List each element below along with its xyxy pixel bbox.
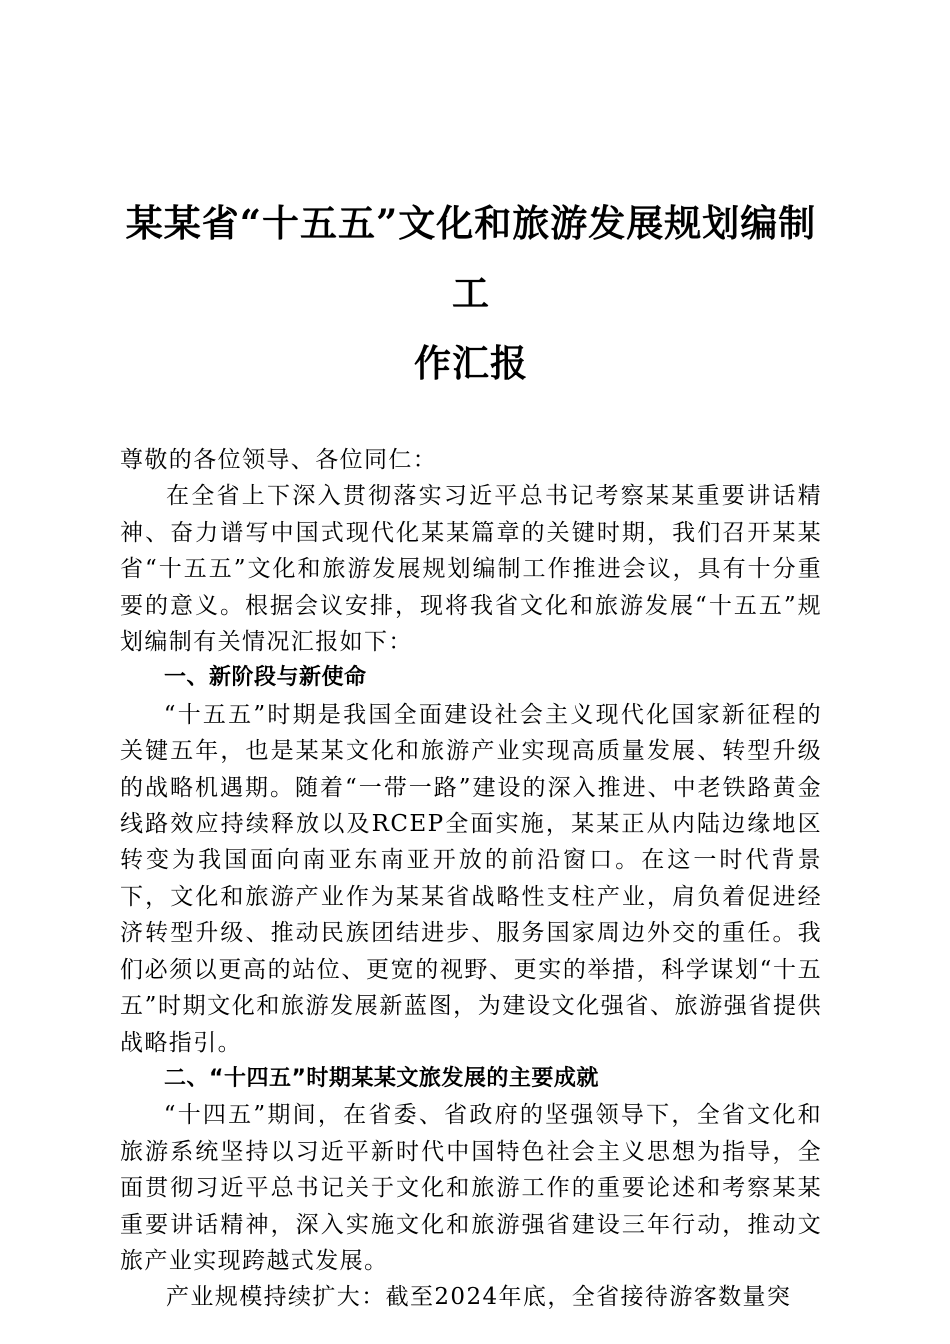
section-heading-2: 二、“十四五”时期某某文旅发展的主要成就 bbox=[164, 1065, 599, 1091]
section-2-paragraph-1: “十四五”期间，在省委、省政府的坚强领导下，全省文化和旅游系统坚持以习近平新时代中国特色社会主义思想为指导，全面贯彻习近平总书记关于文化和旅游工作的重要论述和考察某某重要讲话精神，深入实施文化和旅游强省建设三年行动，推动文旅产业实现跨越式发展。 bbox=[120, 1102, 822, 1274]
section-2-paragraph-2: 产业规模持续扩大：截至2024年底，全省接待游客数量突 bbox=[166, 1284, 792, 1311]
document-page bbox=[120, 188, 822, 1316]
title-line-2: 作汇报 bbox=[414, 341, 528, 385]
document-body bbox=[120, 442, 822, 1316]
section-1-paragraph: “十五五”时期是我国全面建设社会主义现代化国家新征程的关键五年，也是某某文化和旅游产业实现高质量发展、转型升级的战略机遇期。随着“一带一路”建设的深入推进、中老铁路黄金线路效应持续释放以及RCEP全面实施，某某正从内陆边缘地区转变为我国面向南亚东南亚开放的前沿窗口。在这一时代背景下，文化和旅游产业作为某某省战略性支柱产业，肩负着促进经济转型升级、推动民族团结进步、服务国家周边外交的重任。我们必须以更高的站位、更宽的视野、更实的举措，科学谋划“十五五”时期文化和旅游发展新蓝图，为建设文化强省、旅游强省提供战略指引。 bbox=[120, 701, 822, 1056]
salutation: 尊敬的各位领导、各位同仁： bbox=[120, 447, 438, 473]
section-heading-1: 一、新阶段与新使命 bbox=[164, 665, 367, 691]
document-title bbox=[120, 188, 822, 398]
intro-paragraph: 在全省上下深入贯彻落实习近平总书记考察某某重要讲话精神、奋力谱写中国式现代化某某篇章的关键时期，我们召开某某省“十五五”文化和旅游发展规划编制工作推进会议，具有十分重要的意义。根据会议安排，现将我省文化和旅游发展“十五五”规划编制有关情况汇报如下： bbox=[120, 483, 822, 656]
title-line-1: 某某省“十五五”文化和旅游发展规划编制工 bbox=[125, 201, 817, 315]
